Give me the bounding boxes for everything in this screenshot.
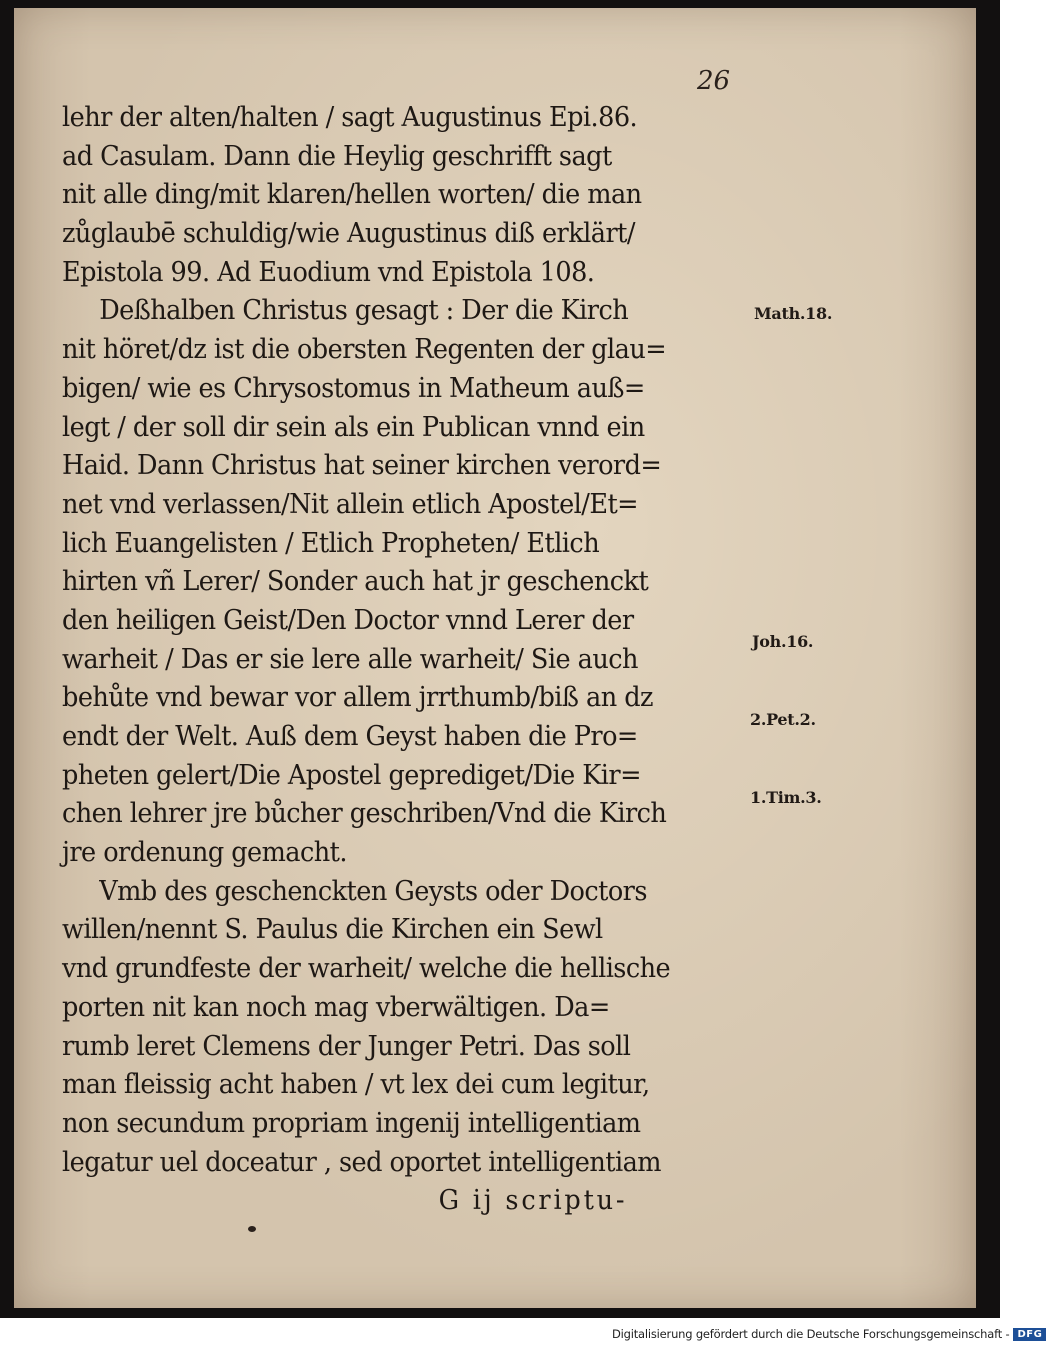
text-line: vnd grundfeste der warheit/ welche die hellische: [62, 952, 671, 985]
text-line: endt der Welt. Auß dem Geyst haben die Pro=: [62, 720, 638, 752]
marginal-note: 2.Pet.2.: [750, 710, 816, 729]
text-line: lich Euangelisten / Etlich Propheten/ Etlich: [62, 526, 600, 559]
text-line: Epistola 99. Ad Euodium vnd Epistola 108.: [62, 255, 595, 288]
footer-credit: Digitalisierung gefördert durch die Deutsche Forschungsgemeinschaft -: [612, 1327, 1010, 1341]
text-line: willen/nennt S. Paulus die Kirchen ein Sewl: [62, 913, 603, 946]
text-line: porten nit kan noch mag vberwältigen. Da=: [62, 990, 610, 1023]
text-line: ad Casulam. Dann die Heylig geschrifft sagt: [62, 139, 612, 172]
ink-dot: [248, 1226, 256, 1232]
marginal-note: Math.18.: [754, 304, 833, 323]
text-line: pheten gelert/Die Apostel geprediget/Die Kir=: [62, 758, 641, 791]
dfg-logo-icon: DFG: [1013, 1328, 1046, 1341]
text-line: chen lehrer jre bůcher geschriben/Vnd die Kirch: [62, 797, 667, 830]
text-line: den heiligen Geist/Den Doctor vnnd Lerer der: [62, 603, 634, 636]
book-page: [14, 8, 976, 1308]
marginal-note: Joh.16.: [752, 632, 814, 651]
text-line: legatur uel doceatur , sed oportet intelligentiam: [62, 1145, 661, 1178]
text-line: bigen/ wie es Chrysostomus in Matheum auß=: [62, 371, 645, 404]
digitization-footer: [612, 1326, 1046, 1342]
text-line: warheit / Das er sie lere alle warheit/ Sie auch: [62, 642, 638, 675]
text-line: Deßhalben Christus gesagt : Der die Kirch: [99, 294, 629, 327]
text-line: rumb leret Clemens der Junger Petri. Das soll: [62, 1029, 631, 1062]
main-text-block: [62, 98, 762, 1220]
text-line: behůte vnd bewar vor allem jrrthumb/biß an dz: [62, 681, 653, 714]
marginal-note: 1.Tim.3.: [750, 788, 822, 807]
text-line: Haid. Dann Christus hat seiner kirchen verord=: [62, 449, 662, 482]
text-line: Vmb des geschenckten Geysts oder Doctors: [99, 874, 647, 907]
text-line: legt / der soll dir sein als ein Publican vnnd ein: [62, 410, 645, 443]
text-line: jre ordenung gemacht.: [62, 836, 347, 869]
page-number: 26: [697, 66, 731, 96]
text-line: zůglaubē schuldig/wie Augustinus diß erklärt/: [62, 217, 635, 250]
text-line: net vnd verlassen/Nit allein etlich Apostel/Et=: [62, 487, 639, 520]
signature-catchword-line: G ij scriptu-: [438, 1184, 628, 1217]
text-line: lehr der alten/halten / sagt Augustinus Epi.86.: [62, 101, 638, 133]
text-line: non secundum propriam ingenij intelligentiam: [62, 1106, 641, 1139]
text-line: man fleissig acht haben / vt lex dei cum legitur,: [62, 1068, 650, 1101]
text-line: hirten vñ Lerer/ Sonder auch hat jr geschenckt: [62, 565, 649, 598]
text-line: nit höret/dz ist die obersten Regenten der glau=: [62, 333, 667, 366]
text-line: nit alle ding/mit klaren/hellen worten/ die man: [62, 178, 642, 211]
